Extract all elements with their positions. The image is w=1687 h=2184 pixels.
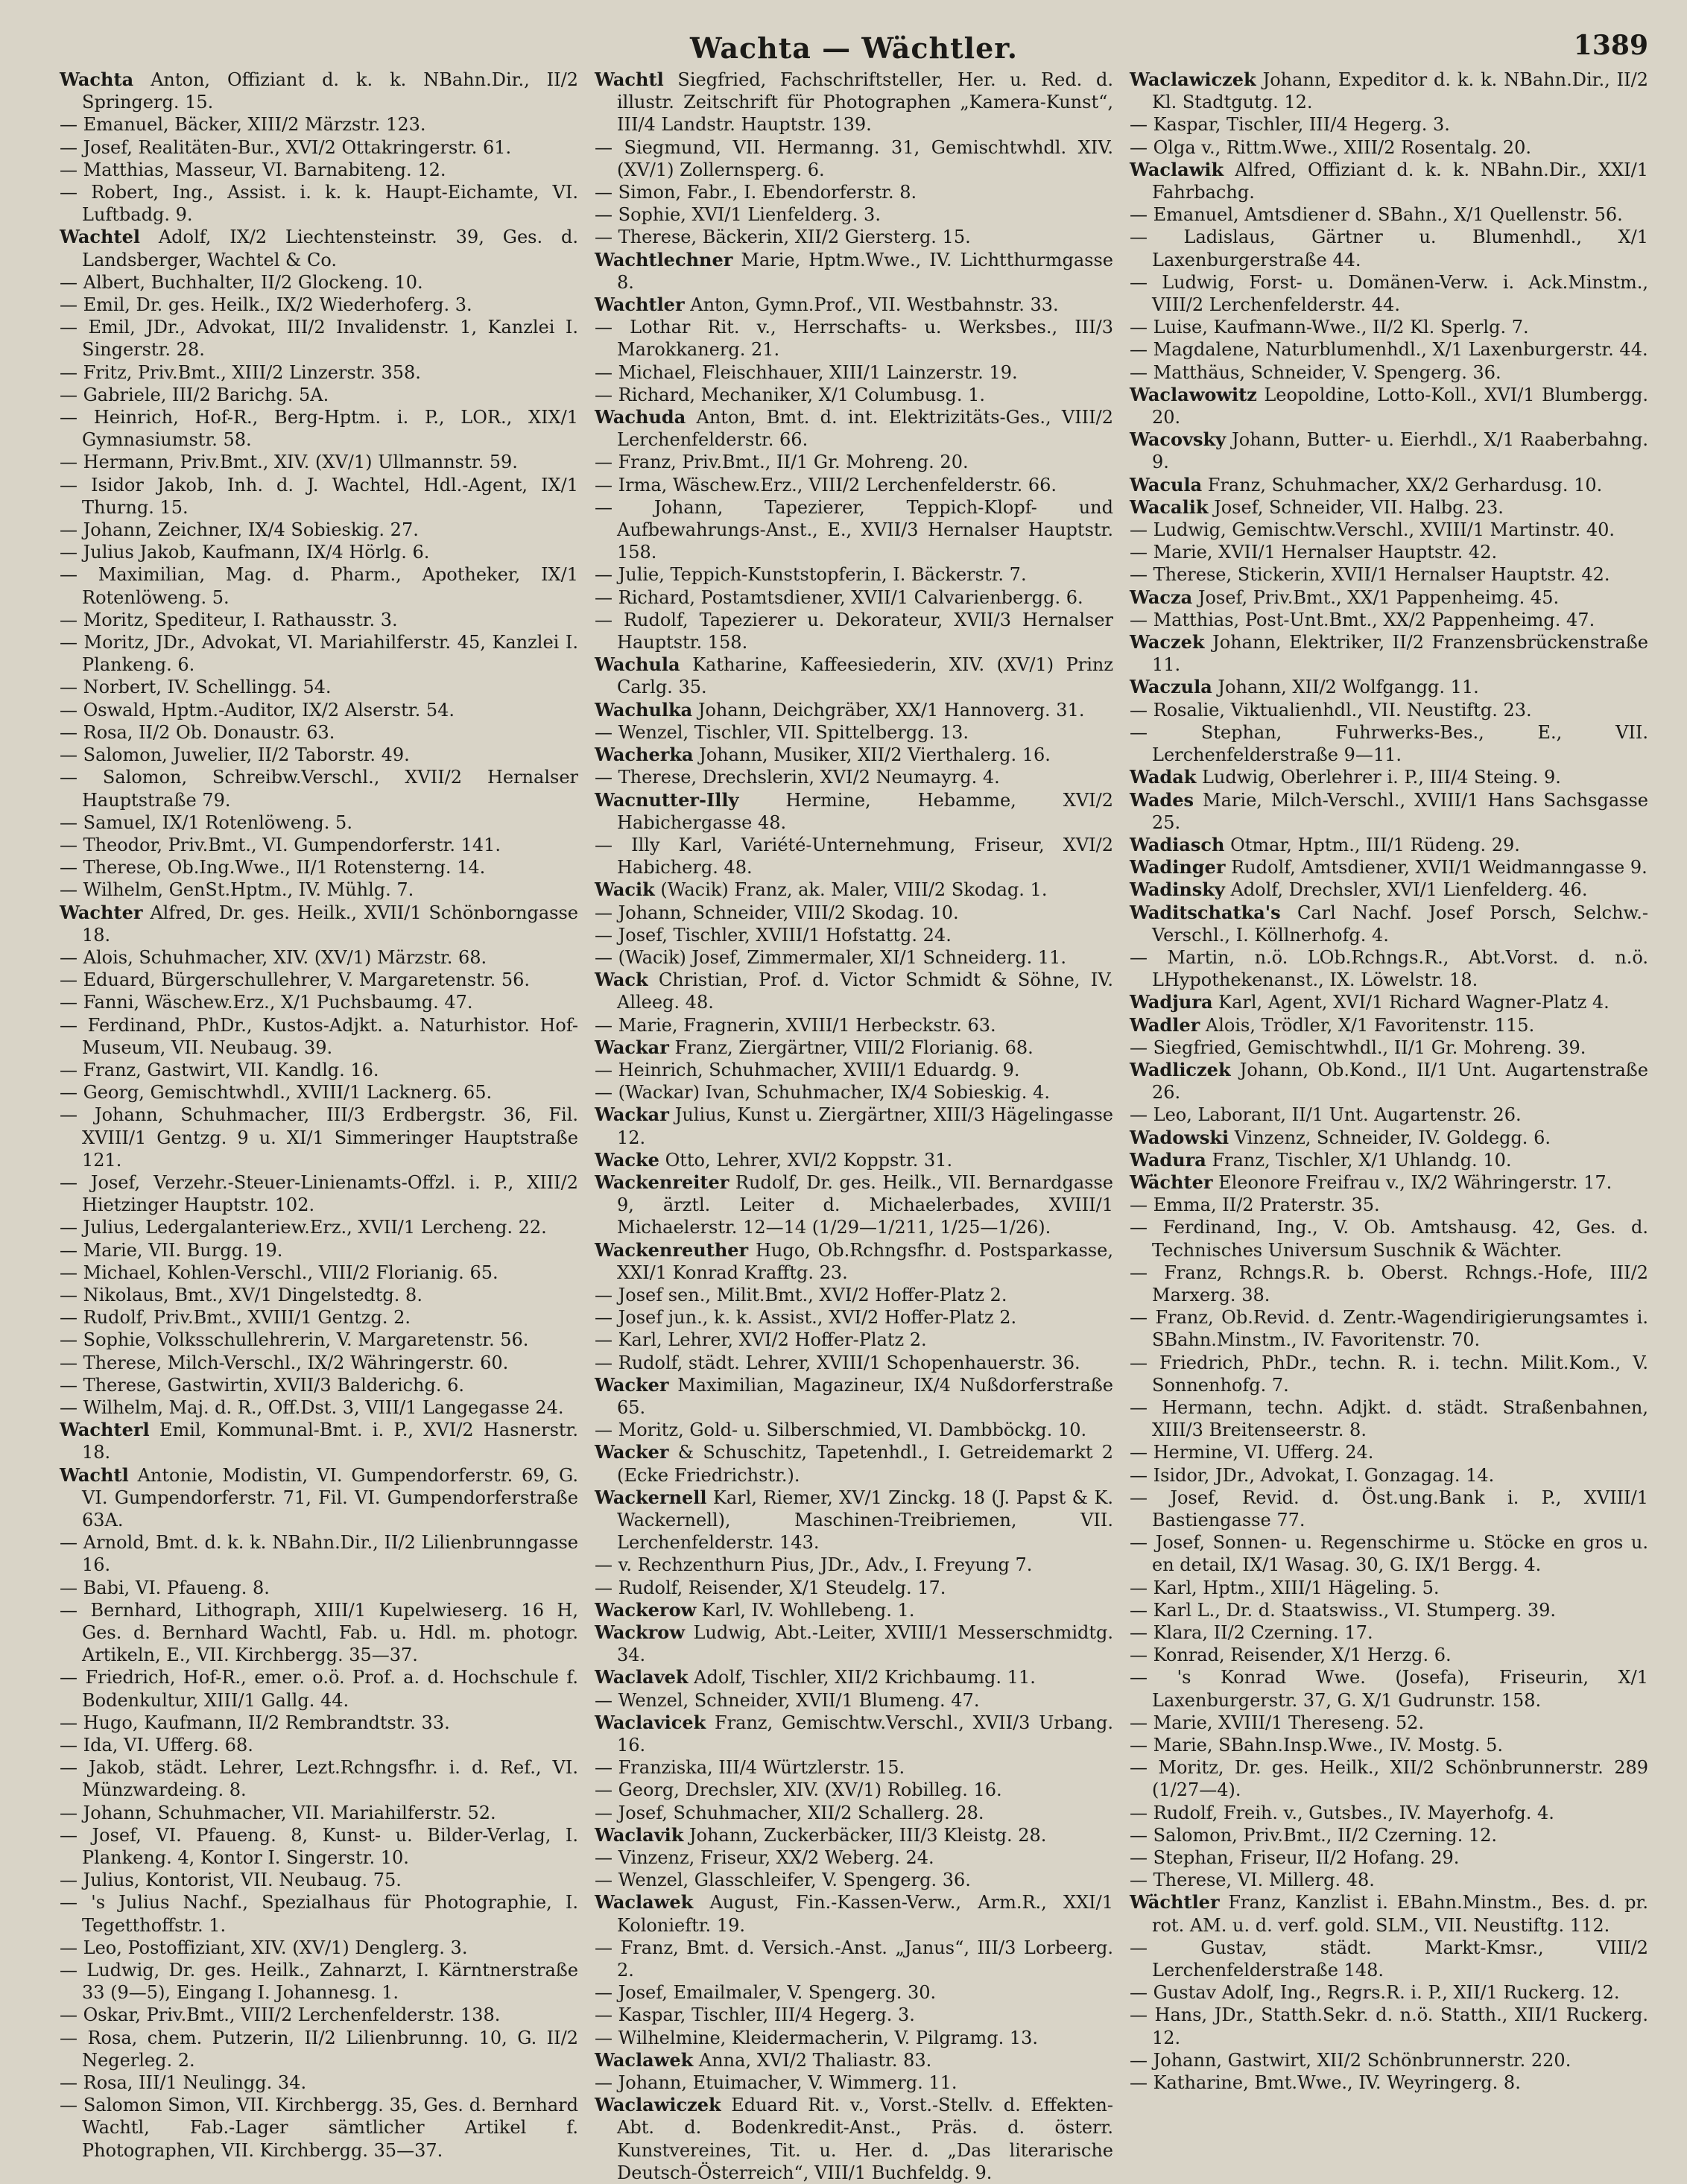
directory-entry: — Klara, II/2 Czerning. 17. — [1130, 1622, 1373, 1644]
directory-entry: — Matthias, Masseur, VI. Barnabiteng. 12. — [60, 159, 446, 180]
directory-entry: — Johann, Schuhmacher, VII. Mariahilferstr. 52. — [60, 1802, 496, 1823]
directory-entry: — 's Konrad Wwe. (Josefa), Friseurin, X/1 Laxenburgerstr. 37, G. X/1 Gudrunstr. 158. — [1130, 1667, 1648, 1711]
directory-entry: — Moritz, Dr. ges. Heilk., XII/2 Schönbrunnerstr. 289 (1/27—4). — [1130, 1757, 1648, 1801]
directory-entry: Waclavicek Franz, Gemischtw.Verschl., XVII/3 Urbang. 16. — [595, 1711, 1113, 1756]
directory-entry: — Irma, Wäschew.Erz., VIII/2 Lerchenfelderstr. 66. — [595, 474, 1057, 496]
directory-entry: — Hermann, techn. Adjkt. d. städt. Straßenbahnen, XIII/3 Breitenseerstr. 8. — [1130, 1396, 1648, 1441]
directory-entry: — Marie, VII. Burgg. 19. — [60, 1239, 283, 1261]
directory-entry: — Michael, Kohlen-Verschl., VIII/2 Florianig. 65. — [60, 1262, 498, 1283]
directory-entry: Wachterl Emil, Kommunal-Bmt. i. P., XVI/2 Hasnerstr. 18. — [60, 1419, 578, 1463]
directory-entry: — Robert, Ing., Assist. i. k. k. Haupt-Eichamte, VI. Luftbadg. 9. — [60, 182, 578, 226]
directory-entry: — Emil, JDr., Advokat, III/2 Invalidenstr. 1, Kanzlei I. Singerstr. 28. — [60, 317, 578, 361]
directory-entry: Wackenreuther Hugo, Ob.Rchngsfhr. d. Postsparkasse, XXI/1 Konrad Krafftg. 23. — [595, 1238, 1113, 1283]
text-columns — [60, 69, 1648, 2183]
directory-entry: Wachtel Adolf, IX/2 Liechtensteinstr. 39, Ges. d. Landsberger, Wachtel & Co. — [60, 226, 578, 270]
directory-entry: Waczek Johann, Elektriker, II/2 Franzensbrückenstraße 11. — [1130, 631, 1648, 676]
directory-entry: — Matthias, Post-Unt.Bmt., XX/2 Pappenheimg. 47. — [1130, 609, 1595, 630]
directory-entry: — Therese, Ob.Ing.Wwe., II/1 Rotensterng. 14. — [60, 857, 486, 879]
directory-entry: — Johann, Zeichner, IX/4 Sobieskig. 27. — [60, 519, 419, 541]
directory-entry: — Richard, Mechaniker, X/1 Columbusg. 1. — [595, 384, 986, 405]
directory-entry: Wächter Eleonore Freifrau v., IX/2 Währingerstr. 17. — [1130, 1171, 1612, 1193]
column-right — [1130, 69, 1648, 2118]
directory-entry: Wacnutter-Illy Hermine, Hebamme, XVI/2 Habichergasse 48. — [595, 788, 1113, 833]
directory-entry: Waclawiczek Johann, Expeditor d. k. k. NBahn.Dir., II/2 Kl. Stadtgutg. 12. — [1130, 69, 1648, 113]
directory-entry: — Magdalene, Naturblumenhdl., X/1 Laxenburgerstr. 44. — [1130, 339, 1648, 361]
directory-entry: Wadinsky Adolf, Drechsler, XVI/1 Lienfelderg. 46. — [1130, 879, 1588, 901]
directory-entry: — Wenzel, Schneider, XVII/1 Blumeng. 47. — [595, 1689, 980, 1711]
directory-entry: — Ludwig, Dr. ges. Heilk., Zahnarzt, I. Kärntnerstraße 33 (9—5), Eingang I. Johannesg. 1. — [60, 1960, 578, 2004]
directory-entry: — Josef, Schuhmacher, XII/2 Schallerg. 28. — [595, 1802, 984, 1823]
directory-entry: — Johann, Schuhmacher, III/3 Erdbergstr. 36, Fil. XVIII/1 Gentzg. 9 u. XI/1 Simmeringer Hauptstraße 121. — [60, 1104, 578, 1171]
directory-entry: — Rosa, chem. Putzerin, II/2 Lilienbrunng. 10, G. II/2 Negerleg. 2. — [60, 2027, 578, 2071]
directory-entry: — Wenzel, Glasschleifer, V. Spengerg. 36. — [595, 1870, 971, 1891]
directory-entry: — Matthäus, Schneider, V. Spengerg. 36. — [1130, 361, 1501, 383]
directory-entry: — Ludwig, Forst- u. Domänen-Verw. i. Ack.Minstm., VIII/2 Lerchenfelderstr. 44. — [1130, 271, 1648, 316]
directory-entry: — Rosa, II/2 Ob. Donaustr. 63. — [60, 721, 335, 743]
directory-entry: Wachtl Siegfried, Fachschriftsteller, Her. u. Red. d. illustr. Zeitschrift für Photographen „Kamera-Kunst“, III/4 Landstr. Hauptstr. 139. — [595, 69, 1113, 136]
directory-entry: — Siegfried, Gemischtwhdl., II/1 Gr. Mohreng. 39. — [1130, 1036, 1586, 1058]
directory-entry: — Ludwig, Gemischtw.Verschl., XVIII/1 Martinstr. 40. — [1130, 519, 1615, 541]
directory-entry: — Rudolf, städt. Lehrer, XVIII/1 Schopenhauerstr. 36. — [595, 1352, 1080, 1373]
directory-entry: — Rudolf, Freih. v., Gutsbes., IV. Mayerhofg. 4. — [1130, 1802, 1554, 1823]
directory-entry: Wacovsky Johann, Butter- u. Eierhdl., X/1 Raaberbahng. 9. — [1130, 428, 1648, 473]
directory-entry: Wachula Katharine, Kaffeesiederin, XIV. (XV/1) Prinz Carlg. 35. — [595, 653, 1113, 698]
directory-entry: Wachtlechner Marie, Hptm.Wwe., IV. Lichtthurmgasse 8. — [595, 248, 1113, 293]
directory-entry: — Hugo, Kaufmann, II/2 Rembrandtstr. 33. — [60, 1712, 450, 1733]
directory-entry: Waclavik Johann, Zuckerbäcker, III/3 Kleistg. 28. — [595, 1823, 1047, 1846]
directory-entry: — Johann, Etuimacher, V. Wimmerg. 11. — [595, 2072, 958, 2094]
directory-entry: — Johann, Schneider, VIII/2 Skodag. 10. — [595, 902, 959, 923]
directory-entry: Wacke Otto, Lehrer, XVI/2 Koppstr. 31. — [595, 1148, 953, 1171]
directory-entry: — Salomon, Juwelier, II/2 Taborstr. 49. — [60, 744, 410, 766]
directory-entry: — Sophie, Volksschullehrerin, V. Margaretenstr. 56. — [60, 1329, 529, 1351]
directory-entry: Wadura Franz, Tischler, X/1 Uhlandg. 10. — [1130, 1148, 1512, 1171]
directory-entry: — Wilhelm, Maj. d. R., Off.Dst. 3, VIII/1 Langegasse 24. — [60, 1396, 564, 1418]
directory-entry: Wackenreiter Rudolf, Dr. ges. Heilk., VII. Bernardgasse 9, ärztl. Leiter d. Michaelerbades, XVIII/1 Michaelerstr. 12—14 (1/29—1/211, 1/25—1/26). — [595, 1171, 1113, 1238]
directory-entry: — Samuel, IX/1 Rotenlöweng. 5. — [60, 811, 352, 833]
directory-entry: — Gustav, städt. Markt-Kmsr., VIII/2 Lerchenfelderstraße 148. — [1130, 1937, 1648, 1981]
directory-entry: — Marie, XVIII/1 Thereseng. 52. — [1130, 1712, 1425, 1733]
directory-entry: — Franz, Bmt. d. Versich.-Anst. „Janus“, III/3 Lorbeerg. 2. — [595, 1937, 1113, 1981]
directory-entry: — Karl L., Dr. d. Staatswiss., VI. Stumperg. 39. — [1130, 1599, 1557, 1621]
directory-entry: — Richard, Postamtsdiener, XVII/1 Calvarienbergg. 6. — [595, 586, 1083, 608]
page-number: 1389 — [1573, 30, 1648, 61]
directory-entry: — Franz, Gastwirt, VII. Kandlg. 16. — [60, 1059, 379, 1080]
directory-entry: Waclawowitz Leopoldine, Lotto-Koll., XVI/1 Blumbergg. 20. — [1130, 383, 1648, 428]
directory-entry: — Ladislaus, Gärtner u. Blumenhdl., X/1 Laxenburgerstraße 44. — [1130, 227, 1648, 270]
directory-entry: Wackernell Karl, Riemer, XV/1 Zinckg. 18 (J. Papst & K. Wackernell), Maschinen-Treibriemen, VII. Lerchenfelderstr. 143. — [595, 1486, 1113, 1554]
directory-entry: — Karl, Hptm., XIII/1 Hägeling. 5. — [1130, 1577, 1440, 1598]
directory-entry: Wachulka Johann, Deichgräber, XX/1 Hannoverg. 31. — [595, 698, 1085, 721]
directory-entry: — Theodor, Priv.Bmt., VI. Gumpendorferstr. 141. — [60, 834, 501, 855]
directory-entry: Wacker & Schuschitz, Tapetenhdl., I. Getreidemarkt 2 (Ecke Friedrichstr.). — [595, 1441, 1113, 1486]
directory-entry: — Rudolf, Priv.Bmt., XVIII/1 Gentzg. 2. — [60, 1307, 411, 1329]
directory-entry: — Albert, Buchhalter, II/2 Glockeng. 10. — [60, 271, 423, 293]
directory-entry: — Marie, SBahn.Insp.Wwe., IV. Mostg. 5. — [1130, 1735, 1503, 1756]
directory-entry: Wackrow Ludwig, Abt.-Leiter, XVIII/1 Messerschmidtg. 34. — [595, 1621, 1113, 1666]
directory-entry: — Julius, Ledergalanteriew.Erz., XVII/1 Lercheng. 22. — [60, 1217, 547, 1238]
directory-entry: Wachtl Antonie, Modistin, VI. Gumpendorferstr. 69, G. VI. Gumpendorferstr. 71, Fil. VI. Gumpendorferstraße 63A. — [60, 1463, 578, 1531]
directory-entry: Wachta Anton, Offiziant d. k. k. NBahn.Dir., II/2 Springerg. 15. — [60, 69, 578, 113]
directory-entry: — Franz, Ob.Revid. d. Zentr.-Wagendirigierungsamtes i. SBahn.Minstm., IV. Favoritenstr. 70. — [1130, 1307, 1648, 1351]
directory-entry: — Vinzenz, Friseur, XX/2 Weberg. 24. — [595, 1847, 934, 1869]
directory-entry: — Gustav Adolf, Ing., Regrs.R. i. P., XII/1 Ruckerg. 12. — [1130, 1982, 1620, 2004]
directory-entry: — Georg, Drechsler, XIV. (XV/1) Robilleg. 16. — [595, 1779, 1002, 1801]
directory-entry: — Josef, Revid. d. Öst.ung.Bank i. P., XVIII/1 Bastiengasse 77. — [1130, 1487, 1648, 1531]
directory-entry: Wadak Ludwig, Oberlehrer i. P., III/4 Steing. 9. — [1130, 766, 1561, 788]
directory-entry: — v. Rechzenthurn Pius, JDr., Adv., I. Freyung 7. — [595, 1554, 1033, 1576]
directory-entry: — Johann, Tapezierer, Teppich-Klopf- und Aufbewahrungs-Anst., E., XVII/3 Hernalser Hauptstr. 158. — [595, 496, 1113, 563]
directory-entry: — Julius Jakob, Kaufmann, IX/4 Hörlg. 6. — [60, 542, 430, 563]
directory-entry: Wacza Josef, Priv.Bmt., XX/1 Pappenheimg. 45. — [1130, 586, 1560, 608]
directory-entry: — Emanuel, Bäcker, XIII/2 Märzstr. 123. — [60, 114, 426, 136]
directory-entry: — Martin, n.ö. LOb.Rchngs.R., Abt.Vorst. d. n.ö. LHypothekenanst., IX. Löwelstr. 18. — [1130, 946, 1648, 991]
directory-entry: — Arnold, Bmt. d. k. k. NBahn.Dir., II/2 Lilienbrunngasse 16. — [60, 1532, 578, 1576]
directory-entry: — Therese, VI. Millerg. 48. — [1130, 1870, 1375, 1891]
directory-entry: — Leo, Laborant, II/1 Unt. Augartenstr. 26. — [1130, 1104, 1522, 1126]
directory-entry: — Ferdinand, Ing., V. Ob. Amtshausg. 42, Ges. d. Technisches Universum Suschnik & Wächter. — [1130, 1217, 1648, 1261]
directory-entry: Waclawiczek Eduard Rit. v., Vorst.-Stellv. d. Effekten-Abt. d. Bodenkredit-Anst., Präs. d. österr. Kunstvereines, Tit. u. Her. d. „Das literarische Deutsch-Österreich“, VIII/1 Buchfeldg. 9. — [595, 2094, 1113, 2183]
directory-entry: — Josef, Tischler, XVIII/1 Hofstattg. 24. — [595, 924, 952, 946]
directory-entry: — Therese, Milch-Verschl., IX/2 Währingerstr. 60. — [60, 1352, 509, 1373]
directory-entry: Wadliczek Johann, Ob.Kond., II/1 Unt. Augartenstraße 26. — [1130, 1058, 1648, 1104]
directory-entry: — Norbert, IV. Schellingg. 54. — [60, 677, 332, 698]
directory-entry: — Oskar, Priv.Bmt., VIII/2 Lerchenfelderstr. 138. — [60, 2004, 501, 2026]
directory-entry: — Friedrich, PhDr., techn. R. i. techn. Milit.Kom., V. Sonnenhofg. 7. — [1130, 1352, 1648, 1396]
directory-entry: — Babi, VI. Pfaueng. 8. — [60, 1577, 270, 1598]
directory-entry: — 's Julius Nachf., Spezialhaus für Photographie, I. Tegetthoffstr. 1. — [60, 1892, 578, 1936]
directory-entry: — Maximilian, Mag. d. Pharm., Apotheker, IX/1 Rotenlöweng. 5. — [60, 564, 578, 608]
directory-entry: Wacalik Josef, Schneider, VII. Halbg. 23. — [1130, 496, 1504, 518]
directory-entry: — Simon, Fabr., I. Ebendorferstr. 8. — [595, 182, 917, 203]
directory-entry: Wack Christian, Prof. d. Victor Schmidt & Söhne, IV. Alleeg. 48. — [595, 969, 1113, 1013]
directory-entry: Wadjura Karl, Agent, XVI/1 Richard Wagner-Platz 4. — [1130, 991, 1610, 1013]
directory-entry: — Luise, Kaufmann-Wwe., II/2 Kl. Sperlg. 7. — [1130, 317, 1529, 338]
directory-entry: — Emma, II/2 Praterstr. 35. — [1130, 1194, 1380, 1216]
directory-entry: — Johann, Gastwirt, XII/2 Schönbrunnerstr. 220. — [1130, 2049, 1572, 2071]
directory-entry: — Bernhard, Lithograph, XIII/1 Kupelwieserg. 16 H, Ges. d. Bernhard Wachtl, Fab. u. Hdl. m. photogr. Artikeln, E., VII. Kirchbergg. 35—37. — [60, 1599, 578, 1666]
directory-entry: — (Wacik) Josef, Zimmermaler, XI/1 Schneiderg. 11. — [595, 946, 1067, 968]
directory-entry: — Moritz, Gold- u. Silberschmied, VI. Dambböckg. 10. — [595, 1419, 1087, 1441]
directory-entry: Wadowski Vinzenz, Schneider, IV. Goldegg. 6. — [1130, 1126, 1551, 1148]
page-header — [60, 21, 1648, 69]
directory-entry: — Katharine, Bmt.Wwe., IV. Weyringerg. 8. — [1130, 2072, 1521, 2094]
directory-entry: — Josef, Sonnen- u. Regenschirme u. Stöcke en gros u. en detail, IX/1 Wasag. 30, G. IX/1 Bergg. 4. — [1130, 1532, 1648, 1576]
directory-entry: — Therese, Bäckerin, XII/2 Giersterg. 15. — [595, 227, 971, 248]
directory-entry: — Friedrich, Hof-R., emer. o.ö. Prof. a. d. Hochschule f. Bodenkultur, XIII/1 Gallg. 44. — [60, 1667, 578, 1711]
directory-entry: — Salomon, Schreibw.Verschl., XVII/2 Hernalser Hauptstraße 79. — [60, 767, 578, 811]
column-left — [60, 69, 578, 2161]
directory-entry: — Therese, Gastwirtin, XVII/3 Balderichg. 6. — [60, 1374, 465, 1396]
directory-entry: Wackar Julius, Kunst u. Ziergärtner, XIII/3 Hägelingasse 12. — [595, 1104, 1113, 1148]
directory-entry: — Salomon Simon, VII. Kirchbergg. 35, Ges. d. Bernhard Wachtl, Fab.-Lager sämtlicher Artikel f. Photographen, VII. Kirchbergg. 35—37. — [60, 2095, 578, 2161]
directory-entry: Waclawek Anna, XVI/2 Thaliastr. 83. — [595, 2048, 932, 2071]
directory-entry: Wadinger Rudolf, Amtsdiener, XVII/1 Weidmanngasse 9. — [1130, 856, 1648, 879]
directory-entry: Wacker Maximilian, Magazineur, IX/4 Nußdorferstraße 65. — [595, 1373, 1113, 1418]
directory-entry: — Illy Karl, Variété-Unternehmung, Friseur, XVI/2 Habicherg. 48. — [595, 834, 1113, 879]
directory-entry: — Emanuel, Amtsdiener d. SBahn., X/1 Quellenstr. 56. — [1130, 204, 1623, 226]
directory-entry: — Ferdinand, PhDr., Kustos-Adjkt. a. Naturhistor. Hof-Museum, VII. Neubaug. 39. — [60, 1014, 578, 1058]
directory-entry: — Eduard, Bürgerschullehrer, V. Margaretenstr. 56. — [60, 969, 531, 991]
directory-entry: — Siegmund, VII. Hermanng. 31, Gemischtwhdl. XIV. (XV/1) Zollernsperg. 6. — [595, 136, 1113, 180]
directory-entry: — Franziska, III/4 Würtzlerstr. 15. — [595, 1757, 905, 1779]
directory-entry: Waczula Johann, XII/2 Wolfgangg. 11. — [1130, 676, 1479, 698]
directory-entry: — Konrad, Reisender, X/1 Herzg. 6. — [1130, 1645, 1452, 1666]
directory-entry: — Franz, Priv.Bmt., II/1 Gr. Mohreng. 20. — [595, 452, 969, 473]
directory-entry: — Fritz, Priv.Bmt., XIII/2 Linzerstr. 358. — [60, 361, 421, 383]
directory-entry: — Isidor, JDr., Advokat, I. Gonzagag. 14. — [1130, 1464, 1495, 1486]
directory-entry: — Georg, Gemischtwhdl., XVIII/1 Lacknerg. 65. — [60, 1082, 493, 1104]
directory-entry: — Leo, Postoffiziant, XIV. (XV/1) Denglerg. 3. — [60, 1937, 468, 1958]
directory-entry: — Therese, Drechslerin, XVI/2 Neumayrg. 4. — [595, 767, 1000, 788]
directory-entry: — Julie, Teppich-Kunststopferin, I. Bäckerstr. 7. — [595, 564, 1027, 586]
directory-entry: Wächtler Franz, Kanzlist i. EBahn.Minstm., Bes. d. pr. rot. AM. u. d. verf. gold. SLM., VII. Neustiftg. 112. — [1130, 1891, 1648, 1936]
directory-entry: — Rudolf, Reisender, X/1 Steudelg. 17. — [595, 1577, 946, 1598]
directory-entry: Wades Marie, Milch-Verschl., XVIII/1 Hans Sachsgasse 25. — [1130, 788, 1648, 833]
directory-entry: — Josef jun., k. k. Assist., XVI/2 Hoffer-Platz 2. — [595, 1307, 1017, 1329]
directory-entry: — Josef, Realitäten-Bur., XVI/2 Ottakringerstr. 61. — [60, 136, 512, 158]
directory-entry: — Fanni, Wäschew.Erz., X/1 Puchsbaumg. 47. — [60, 992, 473, 1013]
directory-entry: — Oswald, Hptm.-Auditor, IX/2 Alserstr. 54. — [60, 699, 455, 721]
directory-entry: — Kaspar, Tischler, III/4 Hegerg. 3. — [1130, 114, 1450, 136]
directory-entry: — Wenzel, Tischler, VII. Spittelbergg. 13. — [595, 721, 969, 743]
directory-entry: — Moritz, Spediteur, I. Rathausstr. 3. — [60, 609, 398, 630]
directory-entry: — Isidor Jakob, Inh. d. J. Wachtel, Hdl.-Agent, IX/1 Thurng. 15. — [60, 474, 578, 518]
directory-entry: Wacik (Wacik) Franz, ak. Maler, VIII/2 Skodag. 1. — [595, 879, 1048, 901]
directory-entry: — Hermann, Priv.Bmt., XIV. (XV/1) Ullmannstr. 59. — [60, 452, 518, 473]
directory-entry: — Marie, XVII/1 Hernalser Hauptstr. 42. — [1130, 542, 1498, 563]
directory-entry: Wadiasch Otmar, Hptm., III/1 Rüdeng. 29. — [1130, 833, 1520, 855]
directory-entry: — Hans, JDr., Statth.Sekr. d. n.ö. Statth., XII/1 Ruckerg. 12. — [1130, 2004, 1648, 2048]
directory-entry: — Heinrich, Schuhmacher, XVIII/1 Eduardg. 9. — [595, 1059, 1020, 1080]
directory-entry: — Josef sen., Milit.Bmt., XVI/2 Hoffer-Platz 2. — [595, 1284, 1007, 1305]
directory-entry: — Wilhelmine, Kleidermacherin, V. Pilgramg. 13. — [595, 2027, 1039, 2048]
directory-entry: — Moritz, JDr., Advokat, VI. Mariahilferstr. 45, Kanzlei I. Plankeng. 6. — [60, 632, 578, 676]
directory-entry: Wackar Franz, Ziergärtner, VIII/2 Florianig. 68. — [595, 1036, 1034, 1058]
directory-entry: — Wilhelm, GenSt.Hptm., IV. Mühlg. 7. — [60, 879, 414, 901]
directory-entry: — Rosa, III/1 Neulingg. 34. — [60, 2072, 307, 2094]
directory-entry: Wackerow Karl, IV. Wohllebeng. 1. — [595, 1598, 915, 1621]
directory-entry: — Rudolf, Tapezierer u. Dekorateur, XVII/3 Hernalser Hauptstr. 158. — [595, 609, 1113, 653]
running-head: Wachta — Wächtler. — [689, 31, 1019, 65]
directory-entry: — (Wackar) Ivan, Schuhmacher, IX/4 Sobieskig. 4. — [595, 1082, 1050, 1104]
directory-entry: — Kaspar, Tischler, III/4 Hegerg. 3. — [595, 2004, 915, 2026]
directory-entry: Waclavek Adolf, Tischler, XII/2 Krichbaumg. 11. — [595, 1666, 1036, 1688]
directory-entry: — Stephan, Friseur, II/2 Hofang. 29. — [1130, 1847, 1460, 1869]
directory-entry: — Josef, Emailmaler, V. Spengerg. 30. — [595, 1982, 937, 2004]
directory-entry: — Michael, Fleischhauer, XIII/1 Lainzerstr. 19. — [595, 361, 1018, 383]
directory-entry: — Olga v., Rittm.Wwe., XIII/2 Rosentalg. 20. — [1130, 136, 1532, 158]
directory-entry: — Franz, Rchngs.R. b. Oberst. Rchngs.-Hofe, III/2 Marxerg. 38. — [1130, 1262, 1648, 1305]
directory-entry: — Rosalie, Viktualienhdl., VII. Neustiftg. 23. — [1130, 699, 1532, 721]
column-middle — [595, 69, 1113, 2183]
directory-entry: — Hermine, VI. Ufferg. 24. — [1130, 1442, 1374, 1463]
directory-entry: — Ida, VI. Ufferg. 68. — [60, 1735, 253, 1756]
directory-entry: — Emil, Dr. ges. Heilk., IX/2 Wiederhoferg. 3. — [60, 294, 472, 316]
directory-entry: — Josef, VI. Pfaueng. 8, Kunst- u. Bilder-Verlag, I. Plankeng. 4, Kontor I. Singerstr. 10. — [60, 1824, 578, 1869]
directory-entry: — Sophie, XVI/1 Lienfelderg. 3. — [595, 204, 881, 226]
directory-entry: Wacherka Johann, Musiker, XII/2 Vierthalerg. 16. — [595, 744, 1051, 766]
directory-entry: — Julius, Kontorist, VII. Neubaug. 75. — [60, 1870, 402, 1891]
directory-entry: Waclawik Alfred, Offiziant d. k. k. NBahn.Dir., XXI/1 Fahrbachg. — [1130, 158, 1648, 203]
directory-entry: Wadler Alois, Trödler, X/1 Favoritenstr. 115. — [1130, 1013, 1535, 1036]
directory-entry: Waditschatka's Carl Nachf. Josef Porsch, Selchw.-Verschl., I. Köllnerhofg. 4. — [1130, 901, 1648, 946]
directory-entry: — Stephan, Fuhrwerks-Bes., E., VII. Lerchenfelderstraße 9—11. — [1130, 721, 1648, 766]
directory-entry: Waclawek August, Fin.-Kassen-Verw., Arm.R., XXI/1 Kolonieftr. 19. — [595, 1891, 1113, 1936]
directory-entry: Wachter Alfred, Dr. ges. Heilk., XVII/1 Schönborngasse 18. — [60, 901, 578, 946]
directory-entry: — Jakob, städt. Lehrer, Lezt.Rchngsfhr. i. d. Ref., VI. Münzwardeing. 8. — [60, 1757, 578, 1801]
directory-entry: — Josef, Verzehr.-Steuer-Linienamts-Offzl. i. P., XIII/2 Hietzinger Hauptstr. 102. — [60, 1171, 578, 1216]
directory-entry: — Gabriele, III/2 Barichg. 5A. — [60, 384, 329, 405]
directory-entry: — Marie, Fragnerin, XVIII/1 Herbeckstr. 63. — [595, 1014, 996, 1036]
directory-entry: Wacula Franz, Schuhmacher, XX/2 Gerhardusg. 10. — [1130, 473, 1603, 496]
directory-entry: — Therese, Stickerin, XVII/1 Hernalser Hauptstr. 42. — [1130, 564, 1610, 586]
directory-entry: — Lothar Rit. v., Herrschafts- u. Werksbes., III/3 Marokkanerg. 21. — [595, 317, 1113, 361]
directory-entry: — Nikolaus, Bmt., XV/1 Dingelstedtg. 8. — [60, 1284, 422, 1305]
directory-entry: Wachtler Anton, Gymn.Prof., VII. Westbahnstr. 33. — [595, 294, 1059, 316]
directory-entry: — Salomon, Priv.Bmt., II/2 Czerning. 12. — [1130, 1824, 1497, 1846]
directory-entry: — Heinrich, Hof-R., Berg-Hptm. i. P., LOR., XIX/1 Gymnasiumstr. 58. — [60, 407, 578, 451]
directory-entry: — Alois, Schuhmacher, XIV. (XV/1) Märzstr. 68. — [60, 946, 487, 968]
directory-entry: Wachuda Anton, Bmt. d. int. Elektrizitäts-Ges., VIII/2 Lerchenfelderstr. 66. — [595, 406, 1113, 451]
directory-entry: — Karl, Lehrer, XVI/2 Hoffer-Platz 2. — [595, 1329, 927, 1351]
